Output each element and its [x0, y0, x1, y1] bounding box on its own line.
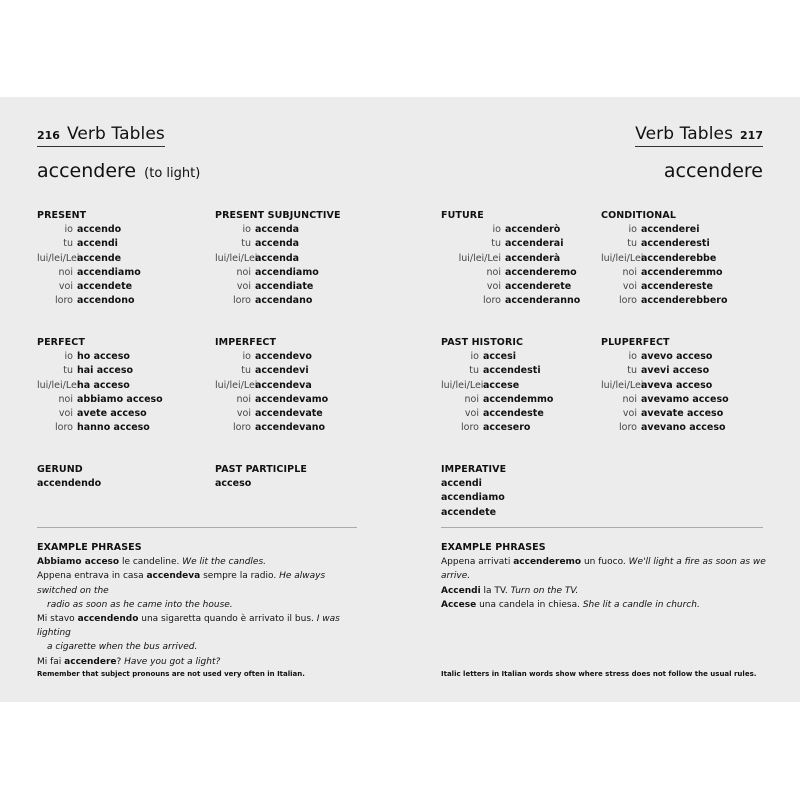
conjugation-row — [215, 266, 341, 280]
conjugation-row — [441, 223, 580, 237]
subject-pronoun: lui/lei/Lei — [37, 252, 80, 264]
verb-infinitive: accendere — [37, 160, 137, 182]
verb-form: accendono — [77, 295, 135, 307]
tense-heading: FUTURE — [441, 210, 484, 221]
example-text: Mi fai — [37, 656, 65, 667]
tense-heading: CONDITIONAL — [601, 210, 676, 221]
subject-pronoun: io — [628, 224, 637, 236]
verb-form: accesero — [483, 422, 531, 434]
subject-pronoun: loro — [619, 422, 637, 434]
subject-pronoun: noi — [58, 266, 73, 278]
conjugation-row — [601, 280, 728, 294]
gerund-value: accendendo — [37, 478, 102, 490]
page-number-right: 217 — [740, 129, 763, 142]
verb-form: accenderemmo — [641, 266, 723, 278]
conjugation-row — [441, 407, 553, 421]
example-phrases-left — [37, 541, 367, 669]
subject-pronoun: loro — [55, 422, 73, 434]
running-head-right — [635, 124, 763, 147]
conjugation-row — [215, 237, 341, 251]
verb-form: accenderò — [505, 224, 561, 236]
subject-pronoun: io — [242, 224, 251, 236]
example-heading: EXAMPLE PHRASES — [37, 542, 142, 553]
conjugation-row — [601, 364, 729, 378]
conjugation-row — [215, 294, 341, 308]
subject-pronoun: tu — [627, 238, 637, 250]
conjugation-row — [215, 350, 328, 364]
subject-pronoun: loro — [233, 295, 251, 307]
verb-form: accende — [77, 252, 122, 264]
verb-form: avevate acceso — [641, 408, 724, 420]
subject-pronoun: lui/lei/Lei — [37, 379, 80, 391]
left-page — [37, 97, 367, 702]
conjugation-row — [215, 393, 328, 407]
verb-form: accenderai — [505, 238, 564, 250]
subject-pronoun: io — [242, 351, 251, 363]
subject-pronoun: tu — [63, 365, 73, 377]
conjugation-row — [215, 407, 328, 421]
conjugation-row — [37, 237, 141, 251]
example-line — [37, 598, 367, 612]
example-verb: accendendo — [77, 614, 139, 625]
example-text: Mi stavo — [37, 614, 78, 625]
footnote-left: Remember that subject pronouns are not used very often in Italian. — [37, 670, 305, 678]
verb-form: accenderesti — [641, 238, 710, 250]
example-verb: Accese — [441, 599, 477, 610]
verb-form: accenderebbe — [641, 252, 717, 264]
subject-pronoun: noi — [236, 393, 251, 405]
verb-form: accenderà — [505, 252, 561, 264]
example-verb: accenderemo — [513, 557, 582, 568]
verb-meaning: (to light) — [144, 166, 201, 181]
verb-form: avevo acceso — [641, 351, 713, 363]
verb-form: hanno acceso — [77, 422, 150, 434]
book-spread — [0, 97, 800, 702]
conjugation-row — [37, 364, 163, 378]
running-title-left: Verb Tables — [66, 124, 165, 144]
imperative-block — [441, 463, 506, 520]
past-participle-value: acceso — [215, 478, 252, 490]
conjugation-row — [441, 379, 553, 393]
example-translation: We lit the candles. — [182, 557, 267, 568]
verb-form: accendemmo — [483, 393, 554, 405]
subject-pronoun: voi — [622, 408, 637, 420]
example-translation: We'll light a fire as soon as we arrive. — [441, 557, 766, 582]
conjugation-row — [601, 266, 728, 280]
subject-pronoun: loro — [461, 422, 479, 434]
example-text: una sigaretta quando è arrivato il bus. — [138, 614, 317, 625]
conjugation-row — [441, 350, 553, 364]
conjugation-row — [601, 407, 729, 421]
conjugation-row — [601, 379, 729, 393]
conjugation-row — [441, 266, 580, 280]
example-line — [37, 640, 367, 654]
subject-pronoun: tu — [241, 365, 251, 377]
example-translation: Turn on the TV. — [510, 585, 579, 596]
example-translation: radio as soon as he came into the house. — [47, 599, 233, 610]
conjugation-row — [441, 393, 553, 407]
tense-heading: PLUPERFECT — [601, 337, 670, 348]
verb-form: accenda — [255, 224, 300, 236]
subject-pronoun: loro — [619, 295, 637, 307]
verb-form: accendesti — [483, 365, 541, 377]
subject-pronoun: voi — [464, 408, 479, 420]
verb-form: accendevamo — [255, 393, 329, 405]
imperative-value: accendi — [441, 478, 482, 490]
conjugation-row — [215, 280, 341, 294]
example-verb: accendeva — [146, 571, 201, 582]
verb-form: avevamo acceso — [641, 393, 729, 405]
subject-pronoun: io — [470, 351, 479, 363]
subject-pronoun: loro — [55, 295, 73, 307]
conjugation-row — [37, 407, 163, 421]
example-line — [37, 655, 367, 669]
subject-pronoun: lui/lei/Lei — [441, 379, 484, 391]
verb-title-left — [37, 160, 200, 182]
conjugation-row — [37, 294, 141, 308]
subject-pronoun: noi — [622, 266, 637, 278]
verb-form: accendeva — [255, 379, 312, 391]
verb-form: accenda — [255, 238, 300, 250]
example-verb: accendere — [64, 656, 117, 667]
example-phrases-right — [441, 541, 771, 612]
verb-form: accendevo — [255, 351, 312, 363]
example-text: ? — [116, 656, 125, 667]
conjugation-row — [215, 252, 341, 266]
subject-pronoun: loro — [483, 295, 501, 307]
verb-form: accendo — [77, 224, 122, 236]
example-line — [37, 569, 367, 597]
example-text: sempre la radio. — [200, 571, 280, 582]
example-text: Appena arrivati — [441, 557, 514, 568]
imperative-value: accendete — [441, 506, 497, 518]
verb-form: accendevi — [255, 365, 309, 377]
subject-pronoun: voi — [236, 281, 251, 293]
verb-form: accendiate — [255, 281, 314, 293]
right-page — [441, 97, 766, 702]
gerund-block — [37, 463, 101, 491]
verb-form: accendiamo — [255, 266, 319, 278]
conjugation-row — [601, 237, 728, 251]
conjugation-row — [441, 280, 580, 294]
tense-imperfect — [215, 336, 328, 435]
verb-form: accesi — [483, 351, 517, 363]
example-text: Appena entrava in casa — [37, 571, 147, 582]
tense-future — [441, 209, 580, 308]
example-heading: EXAMPLE PHRASES — [441, 542, 546, 553]
verb-form: accendevate — [255, 408, 323, 420]
subject-pronoun: noi — [58, 393, 73, 405]
conjugation-row — [37, 350, 163, 364]
subject-pronoun: noi — [236, 266, 251, 278]
tense-heading: IMPERFECT — [215, 337, 277, 348]
verb-form: accendeste — [483, 408, 544, 420]
conjugation-row — [601, 294, 728, 308]
conjugation-row — [601, 393, 729, 407]
subject-pronoun: tu — [63, 238, 73, 250]
verb-form: avevano acceso — [641, 422, 726, 434]
verb-form: accendete — [77, 281, 133, 293]
subject-pronoun: voi — [622, 281, 637, 293]
subject-pronoun: voi — [486, 281, 501, 293]
subject-pronoun: lui/lei/Lei — [601, 252, 644, 264]
verb-form: avevi acceso — [641, 365, 710, 377]
verb-form: accenda — [255, 252, 300, 264]
conjugation-row — [37, 252, 141, 266]
subject-pronoun: lui/lei/Lei — [458, 252, 501, 264]
subject-pronoun: noi — [464, 393, 479, 405]
verb-form: ho acceso — [77, 351, 130, 363]
conjugation-row — [37, 223, 141, 237]
footnote-right: Italic letters in Italian words show where stress does not follow the usual rules. — [441, 670, 757, 678]
example-line — [37, 555, 367, 569]
verb-form: hai acceso — [77, 365, 134, 377]
verb-form: accendiamo — [77, 266, 141, 278]
gerund-heading: GERUND — [37, 464, 83, 475]
conjugation-row — [441, 237, 580, 251]
tense-conditional — [601, 209, 728, 308]
conjugation-row — [441, 294, 580, 308]
example-translation: Have you got a light? — [124, 656, 221, 667]
example-text: le candeline. — [119, 557, 183, 568]
conjugation-row — [215, 379, 328, 393]
divider-right — [441, 527, 763, 528]
subject-pronoun: lui/lei/Lei — [601, 379, 644, 391]
example-verb: Abbiamo acceso — [37, 557, 120, 568]
example-translation: a cigarette when the bus arrived. — [47, 642, 198, 653]
verb-form: accendano — [255, 295, 313, 307]
verb-form: accenderei — [641, 224, 700, 236]
verb-form: accendereste — [641, 281, 713, 293]
example-line — [441, 555, 771, 583]
conjugation-row — [37, 379, 163, 393]
subject-pronoun: lui/lei/Lei — [215, 379, 258, 391]
conjugation-row — [215, 223, 341, 237]
tense-past-historic — [441, 336, 553, 435]
example-text: una candela in chiesa. — [476, 599, 583, 610]
subject-pronoun: lui/lei/Lei — [215, 252, 258, 264]
example-line — [441, 598, 771, 612]
subject-pronoun: voi — [58, 281, 73, 293]
conjugation-row — [601, 421, 729, 435]
example-translation: He always switched on the — [37, 571, 326, 596]
conjugation-row — [441, 252, 580, 266]
conjugation-row — [441, 364, 553, 378]
example-text: la TV. — [480, 585, 511, 596]
subject-pronoun: voi — [236, 408, 251, 420]
tense-pluperfect — [601, 336, 729, 435]
conjugation-row — [215, 421, 328, 435]
verb-form: avete acceso — [77, 408, 147, 420]
subject-pronoun: voi — [58, 408, 73, 420]
example-verb: Accendi — [441, 585, 481, 596]
subject-pronoun: io — [628, 351, 637, 363]
verb-title-right: accendere — [663, 160, 763, 182]
tense-heading: PAST HISTORIC — [441, 337, 524, 348]
divider-left — [37, 527, 357, 528]
subject-pronoun: loro — [233, 422, 251, 434]
example-translation: She lit a candle in church. — [582, 599, 700, 610]
subject-pronoun: noi — [622, 393, 637, 405]
tense-present — [37, 209, 141, 308]
tense-heading: PRESENT SUBJUNCTIVE — [215, 210, 341, 221]
conjugation-row — [215, 364, 328, 378]
subject-pronoun: tu — [491, 238, 501, 250]
past-participle-heading: PAST PARTICIPLE — [215, 464, 307, 475]
example-line — [441, 584, 771, 598]
imperative-value: accendiamo — [441, 492, 505, 504]
conjugation-row — [601, 223, 728, 237]
verb-form: ha acceso — [77, 379, 130, 391]
verb-form: accese — [483, 379, 520, 391]
verb-form: accenderebbero — [641, 295, 728, 307]
tense-heading: PERFECT — [37, 337, 85, 348]
tense-perfect — [37, 336, 163, 435]
subject-pronoun: io — [64, 224, 73, 236]
running-title-right: Verb Tables — [635, 124, 734, 144]
conjugation-row — [37, 421, 163, 435]
conjugation-row — [37, 280, 141, 294]
page-number-left: 216 — [37, 129, 60, 142]
conjugation-row — [441, 421, 553, 435]
example-text: un fuoco. — [581, 557, 629, 568]
past-participle-block — [215, 463, 307, 491]
subject-pronoun: tu — [469, 365, 479, 377]
subject-pronoun: tu — [241, 238, 251, 250]
verb-form: accenderanno — [505, 295, 581, 307]
conjugation-row — [37, 266, 141, 280]
subject-pronoun: tu — [627, 365, 637, 377]
verb-form: abbiamo acceso — [77, 393, 163, 405]
verb-form: accendevano — [255, 422, 326, 434]
tense-present-subjunctive — [215, 209, 341, 308]
verb-form: accenderemo — [505, 266, 577, 278]
conjugation-row — [601, 252, 728, 266]
verb-form: accenderete — [505, 281, 572, 293]
tense-heading: PRESENT — [37, 210, 87, 221]
conjugation-row — [37, 393, 163, 407]
verb-form: aveva acceso — [641, 379, 713, 391]
conjugation-row — [601, 350, 729, 364]
subject-pronoun: io — [64, 351, 73, 363]
subject-pronoun: noi — [486, 266, 501, 278]
verb-form: accendi — [77, 238, 118, 250]
subject-pronoun: io — [492, 224, 501, 236]
imperative-heading: IMPERATIVE — [441, 464, 507, 475]
running-head-left — [37, 124, 165, 147]
example-line — [37, 612, 367, 640]
example-translation: I was lighting — [37, 614, 340, 639]
